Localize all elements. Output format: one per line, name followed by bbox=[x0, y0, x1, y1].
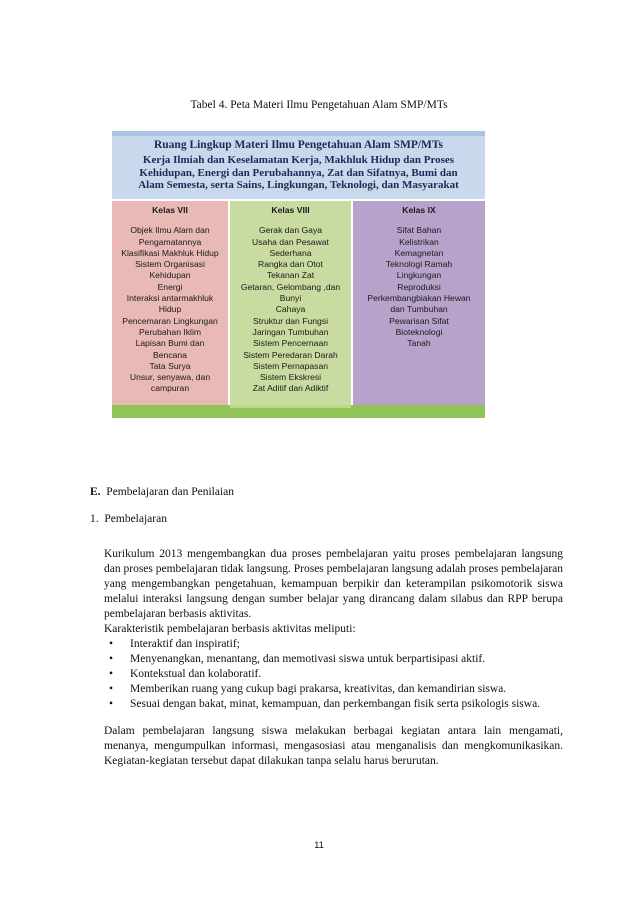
column-item: Teknologi Ramah bbox=[385, 259, 453, 270]
column-item: Gerak dan Gaya bbox=[258, 225, 323, 236]
paragraph: Dalam pembelajaran langsung siswa melakukan berbagai kegiatan antara lain mengamati, menanya, mengumpulkan informasi, mengasosiasi atau menganalisis dan mengkomunikasikan. Kegiatan-kegiatan tersebut dapat dilakukan tanpa selalu harus berurutan. bbox=[104, 725, 563, 767]
column-item: Interaksi antarmakhluk bbox=[126, 293, 214, 304]
list-item bbox=[104, 667, 563, 682]
column-item: Pewarisan Sifat bbox=[389, 315, 449, 326]
column-title: Kelas VIII bbox=[271, 205, 310, 215]
column-item: Jaringan Tumbuhan bbox=[252, 326, 329, 337]
column-items bbox=[353, 225, 485, 349]
column-item: Cahaya bbox=[275, 304, 306, 315]
column-kelas-vii bbox=[112, 201, 228, 405]
column-item: Sederhana bbox=[269, 247, 312, 258]
column-item: Kehidupan bbox=[149, 270, 191, 281]
scope-line: Kehidupan, Energi dan Perubahannya, Zat dan Sifatnya, Bumi dan bbox=[139, 166, 458, 179]
column-items bbox=[112, 225, 228, 394]
column-items bbox=[230, 225, 351, 394]
column-item: dan Tumbuhan bbox=[390, 304, 448, 315]
list-item bbox=[104, 682, 563, 697]
column-item: Tekanan Zat bbox=[266, 270, 315, 281]
column-item: Klasifikasi Makhluk Hidup bbox=[121, 247, 219, 258]
subsection-number: 1. bbox=[90, 513, 99, 525]
figure-footer-bar bbox=[112, 405, 485, 418]
column-item: Tata Surya bbox=[149, 360, 191, 371]
bullet-icon: • bbox=[109, 668, 114, 680]
column-item: Energi bbox=[157, 281, 183, 292]
column-kelas-ix bbox=[353, 201, 485, 405]
column-item: Bioteknologi bbox=[395, 326, 443, 337]
column-item: Rangka dan Otot bbox=[258, 259, 323, 270]
column-item: Lingkungan bbox=[396, 270, 442, 281]
bullet-icon: • bbox=[109, 653, 114, 665]
subsection-title: Pembelajaran bbox=[104, 513, 167, 525]
list-item bbox=[104, 637, 563, 652]
body-text bbox=[104, 547, 563, 769]
section-letter: E. bbox=[90, 486, 101, 498]
subsection-heading bbox=[90, 513, 167, 525]
list-item-text: Menyenangkan, menantang, dan memotivasi siswa untuk berpartisipasi aktif. bbox=[130, 653, 486, 665]
column-item: Sistem Peredaran Darah bbox=[243, 349, 338, 360]
list-item bbox=[104, 697, 563, 712]
column-item: Perubahan Iklim bbox=[138, 326, 202, 337]
column-item: Pengamatannya bbox=[138, 236, 202, 247]
page-number: 11 bbox=[314, 840, 324, 851]
table-caption: Tabel 4. Peta Materi Ilmu Pengetahuan Alam SMP/MTs bbox=[190, 99, 448, 111]
scope-line: Kerja Ilmiah dan Keselamatan Kerja, Makhluk Hidup dan Proses bbox=[142, 154, 455, 166]
column-item: campuran bbox=[150, 383, 190, 394]
column-item: Sistem Pernapasan bbox=[253, 360, 328, 371]
column-item: Pencemaran Lingkungan bbox=[122, 315, 218, 326]
column-item: Kemagnetan bbox=[394, 247, 444, 258]
column-item: Bencana bbox=[153, 349, 187, 360]
column-item: Reproduksi bbox=[397, 281, 441, 292]
bullet-icon: • bbox=[109, 683, 114, 695]
paragraph: Kurikulum 2013 mengembangkan dua proses pembelajaran yaitu proses pembelajaran langsung dan proses pembelajaran tidak langsung. Proses pembelajaran langsung adalah proses pembelajaran yang mengembangkan pengetahuan, kemampuan berpikir dan keterampilan psikomotorik siswa melalui interaksi langsung dengan sumber belajar yang dirancang dalam silabus dan RPP berupa pembelajaran berbasis aktivitas. bbox=[104, 548, 563, 620]
column-item: Objek Ilmu Alam dan bbox=[130, 225, 210, 236]
column-item: Sistem Pencernaan bbox=[253, 338, 328, 349]
column-title: Kelas VII bbox=[152, 205, 188, 215]
section-heading bbox=[90, 486, 234, 498]
column-item: Zat Aditif dan Adiktif bbox=[252, 383, 329, 394]
footer-notch bbox=[230, 405, 351, 408]
bullet-icon: • bbox=[109, 698, 114, 710]
column-kelas-viii bbox=[230, 201, 351, 405]
column-item: Lapisan Bumi dan bbox=[135, 338, 205, 349]
column-item: Hidup bbox=[158, 304, 182, 315]
column-item: Usaha dan Pesawat bbox=[252, 236, 329, 247]
list-item-text: Sesuai dengan bakat, minat, kemampuan, dan perkembangan fisik serta psikologis siswa. bbox=[130, 698, 541, 710]
figure-header-scope bbox=[112, 154, 485, 192]
column-item: Sifat Bahan bbox=[396, 225, 442, 236]
figure-header-title: Ruang Lingkup Materi Ilmu Pengetahuan Alam SMP/MTs bbox=[153, 139, 444, 151]
section-title: Pembelajaran dan Penilaian bbox=[106, 486, 235, 498]
column-item: Kelistrikan bbox=[399, 236, 439, 247]
list-item-text: Interaktif dan inspiratif; bbox=[130, 638, 240, 650]
column-item: Unsur, senyawa, dan bbox=[129, 372, 211, 383]
list-item-text: Kontekstual dan kolaboratif. bbox=[130, 668, 262, 680]
column-item: Struktur dan Fungsi bbox=[253, 315, 328, 326]
bullet-list bbox=[104, 637, 563, 712]
column-item: Bunyi bbox=[279, 293, 302, 304]
figure-header bbox=[112, 131, 485, 199]
scope-line: Alam Semesta, serta Sains, Lingkungan, Teknologi, dan Masyarakat bbox=[138, 179, 459, 191]
list-item-text: Memberikan ruang yang cukup bagi prakarsa, kreativitas, dan kemandirian siswa. bbox=[130, 683, 507, 695]
column-item: Sistem Ekskresi bbox=[259, 372, 322, 383]
column-title: Kelas IX bbox=[402, 205, 436, 215]
list-intro: Karakteristik pembelajaran berbasis aktivitas meliputi: bbox=[104, 623, 356, 635]
bullet-icon: • bbox=[109, 638, 114, 650]
column-item: Perkembangbiakan Hewan bbox=[367, 293, 471, 304]
list-item bbox=[104, 652, 563, 667]
column-item: Sistem Organisasi bbox=[135, 259, 205, 270]
column-item: Tanah bbox=[407, 338, 431, 349]
column-item: Getaran, Gelombang ,dan bbox=[240, 281, 341, 292]
materi-map-figure bbox=[112, 131, 485, 418]
